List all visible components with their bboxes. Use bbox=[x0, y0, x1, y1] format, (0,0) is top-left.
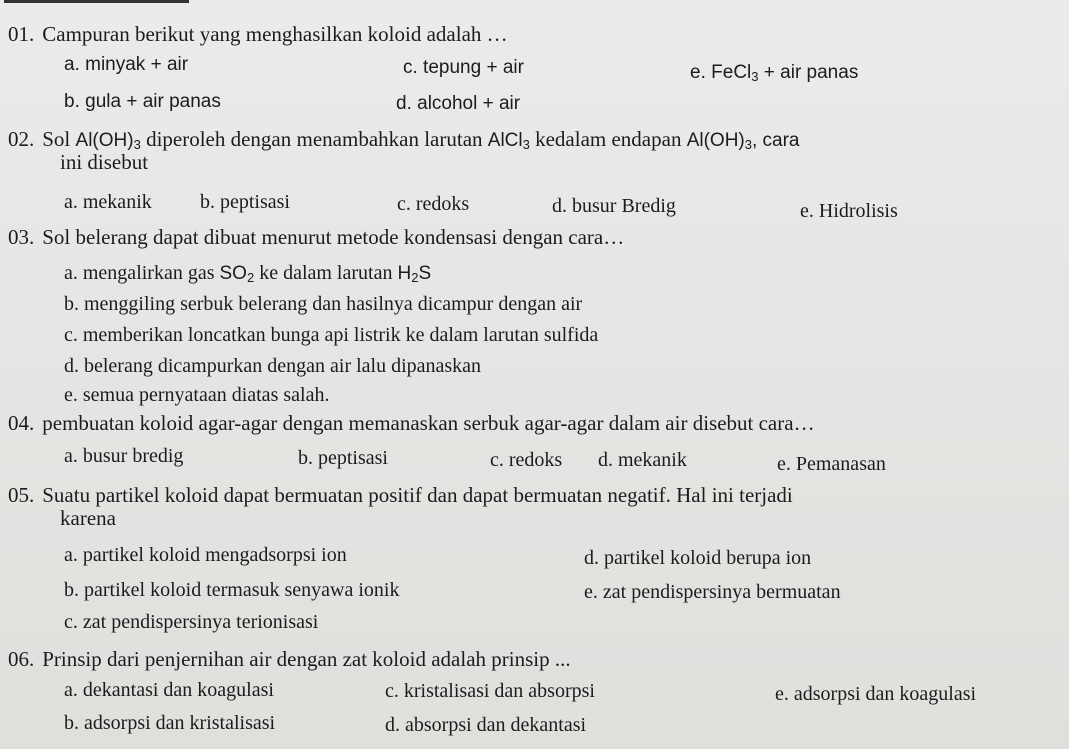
q2-option-b: b. peptisasi bbox=[200, 191, 290, 213]
q3-option-a-mid: ke dalam larutan bbox=[259, 262, 393, 284]
q4-option-c: c. redoks bbox=[490, 449, 563, 471]
q3-option-c: c. memberikan loncatkan bunga api listrik ke dalam larutan sulfida bbox=[64, 324, 599, 346]
q3-option-a bbox=[64, 263, 431, 283]
question-3 bbox=[8, 227, 624, 248]
q6-option-a: a. dekantasi dan koagulasi bbox=[64, 679, 274, 701]
question-3-number: 03. bbox=[8, 225, 35, 249]
q1-option-b: b. gula + air panas bbox=[64, 91, 221, 112]
q4-option-a: a. busur bredig bbox=[64, 445, 184, 467]
q3-option-d: d. belerang dicampurkan dengan air lalu dipanaskan bbox=[64, 355, 482, 377]
q6-option-e: e. adsorpsi dan koagulasi bbox=[775, 683, 977, 705]
q1-option-e-prefix: e. bbox=[690, 62, 706, 83]
q3-option-a-h2s: $H_2S$ bbox=[397, 263, 432, 285]
question-2-text: diperoleh dengan menambahkan larutan bbox=[146, 127, 483, 151]
question-4 bbox=[8, 413, 815, 434]
question-2-suffix: , cara bbox=[751, 130, 800, 151]
question-2-text-2: kedalam endapan bbox=[535, 127, 682, 151]
q5-option-c: c. zat pendispersinya terionisasi bbox=[64, 611, 319, 633]
q1-option-a: a. minyak + air bbox=[64, 54, 189, 75]
q2-option-d: d. busur Bredig bbox=[552, 195, 676, 217]
question-5-line-2: karena bbox=[60, 506, 116, 530]
q6-option-b: b. adsorpsi dan kristalisasi bbox=[64, 712, 276, 734]
question-2-formula-3: $Al(OH)_3$ bbox=[686, 130, 752, 152]
question-2-formula-2: AlCl$_3$ bbox=[487, 130, 530, 152]
q1-option-e-suffix: + air panas bbox=[763, 62, 859, 83]
question-6 bbox=[8, 649, 571, 670]
q5-option-e: e. zat pendispersinya bermuatan bbox=[584, 581, 841, 603]
q1-option-e-formula: FeCl$_3$ bbox=[711, 62, 759, 84]
question-2-formula-1: $Al(OH)_3$ bbox=[75, 130, 141, 152]
q1-option-c: c. tepung + air bbox=[403, 57, 524, 78]
question-2-line-1 bbox=[8, 129, 800, 150]
q2-option-e: e. Hidrolisis bbox=[800, 200, 898, 222]
question-1 bbox=[8, 24, 508, 45]
q3-option-b: b. menggiling serbuk belerang dan hasilnya dicampur dengan air bbox=[64, 293, 583, 315]
question-6-number: 06. bbox=[8, 647, 35, 671]
q3-option-a-so2: $SO_2$ bbox=[219, 263, 255, 285]
question-4-number: 04. bbox=[8, 411, 35, 435]
q6-option-c: c. kristalisasi dan absorpsi bbox=[385, 680, 595, 702]
top-rule bbox=[4, 0, 189, 3]
q3-option-a-prefix: a. mengalirkan gas bbox=[64, 262, 215, 284]
q5-option-d: d. partikel koloid berupa ion bbox=[584, 547, 812, 569]
question-4-text: pembuatan koloid agar-agar dengan memanaskan serbuk agar-agar dalam air disebut cara… bbox=[42, 411, 815, 435]
q3-option-e: e. semua pernyataan diatas salah. bbox=[64, 384, 330, 406]
question-2-number: 02. bbox=[8, 127, 35, 151]
question-1-number: 01. bbox=[8, 22, 35, 46]
q6-option-d: d. absorpsi dan dekantasi bbox=[385, 714, 587, 736]
question-3-text: Sol belerang dapat dibuat menurut metode kondensasi dengan cara… bbox=[42, 225, 625, 249]
q2-option-a: a. mekanik bbox=[64, 191, 152, 213]
q4-option-d: d. mekanik bbox=[598, 449, 687, 471]
q2-option-c: c. redoks bbox=[397, 193, 470, 215]
q4-option-e: e. Pemanasan bbox=[777, 453, 886, 475]
q5-option-b: b. partikel koloid termasuk senyawa ionik bbox=[64, 579, 400, 601]
question-6-text: Prinsip dari penjernihan air dengan zat koloid adalah prinsip ... bbox=[42, 647, 571, 671]
q1-option-e bbox=[690, 63, 858, 82]
q5-option-a: a. partikel koloid mengadsorpsi ion bbox=[64, 544, 347, 566]
question-5-number: 05. bbox=[8, 483, 35, 507]
question-1-text: Campuran berikut yang menghasilkan koloid adalah … bbox=[42, 22, 508, 46]
q4-option-b: b. peptisasi bbox=[298, 447, 388, 469]
question-2-line-2: ini disebut bbox=[60, 150, 149, 174]
question-5-line-1 bbox=[8, 485, 793, 506]
question-5-text: Suatu partikel koloid dapat bermuatan positif dan dapat bermuatan negatif. Hal ini terjadi bbox=[42, 483, 793, 507]
question-2-prefix: Sol bbox=[42, 127, 71, 151]
q1-option-d: d. alcohol + air bbox=[396, 93, 521, 114]
